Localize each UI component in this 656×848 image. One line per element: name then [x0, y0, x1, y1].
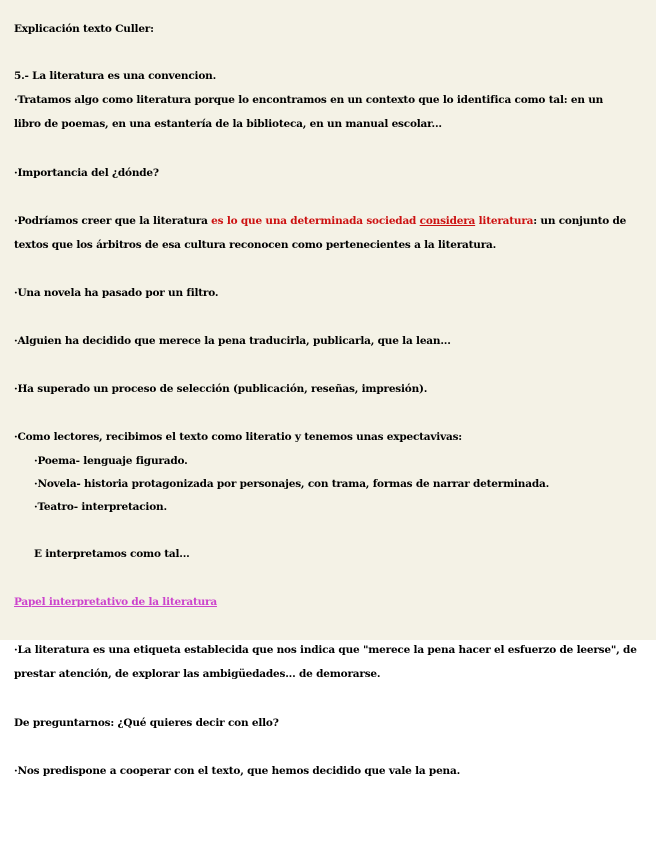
- underlined-highlighted-text: considera: [419, 215, 476, 227]
- section-heading: 5.- La literatura es una convencion.: [14, 70, 217, 82]
- doc-title: Explicación texto Culler:: [14, 23, 154, 35]
- paragraph-line: ·Tratamos algo como literatura porque lo encontramos en un contexto que lo identifica como tal: en un: [14, 94, 604, 106]
- paragraph-line: ·La literatura es una etiqueta establecida que nos indica que "merece la pena hacer el esfuerzo de leerse", de: [14, 644, 637, 656]
- paragraph-line: prestar atención, de explorar las ambigüedades... de demorarse.: [14, 668, 381, 680]
- paragraph-line: De preguntarnos: ¿Qué quieres decir con ello?: [14, 717, 279, 729]
- paragraph-line: ·Alguien ha decidido que merece la pena traducirla, publicarla, que la lean...: [14, 335, 451, 347]
- paragraph-line: libro de poemas, en una estantería de la biblioteca, en un manual escolar...: [14, 118, 442, 130]
- paragraph-line: textos que los árbitros de esa cultura reconocen como pertenecientes a la literatura.: [14, 239, 497, 251]
- paragraph-line: E interpretamos como tal...: [34, 548, 190, 560]
- list-item: ·Novela- historia protagonizada por personajes, con trama, formas de narrar determinada.: [34, 478, 550, 490]
- paragraph-line: ·Nos predispone a cooperar con el texto, que hemos decidido que vale la pena.: [14, 765, 461, 777]
- text-span: ·Podríamos creer que la literatura: [14, 215, 212, 227]
- list-item: ·Teatro- interpretacion.: [34, 501, 167, 513]
- highlighted-text: es lo que una determinada sociedad: [211, 215, 420, 227]
- list-item: ·Poema- lenguaje figurado.: [34, 455, 188, 467]
- text-span: : un conjunto de: [533, 215, 627, 227]
- paragraph-line: ·Importancia del ¿dónde?: [14, 167, 159, 179]
- paragraph-line: ·Ha superado un proceso de selección (publicación, reseñas, impresión).: [14, 383, 428, 395]
- paragraph-line: [14, 214, 626, 228]
- paragraph-line: ·Como lectores, recibimos el texto como literatio y tenemos unas expectavivas:: [14, 431, 462, 443]
- paragraph-line: ·Una novela ha pasado por un filtro.: [14, 287, 219, 299]
- highlighted-text: literatura: [475, 215, 534, 227]
- hyperlink[interactable]: Papel interpretativo de la literatura: [14, 596, 217, 608]
